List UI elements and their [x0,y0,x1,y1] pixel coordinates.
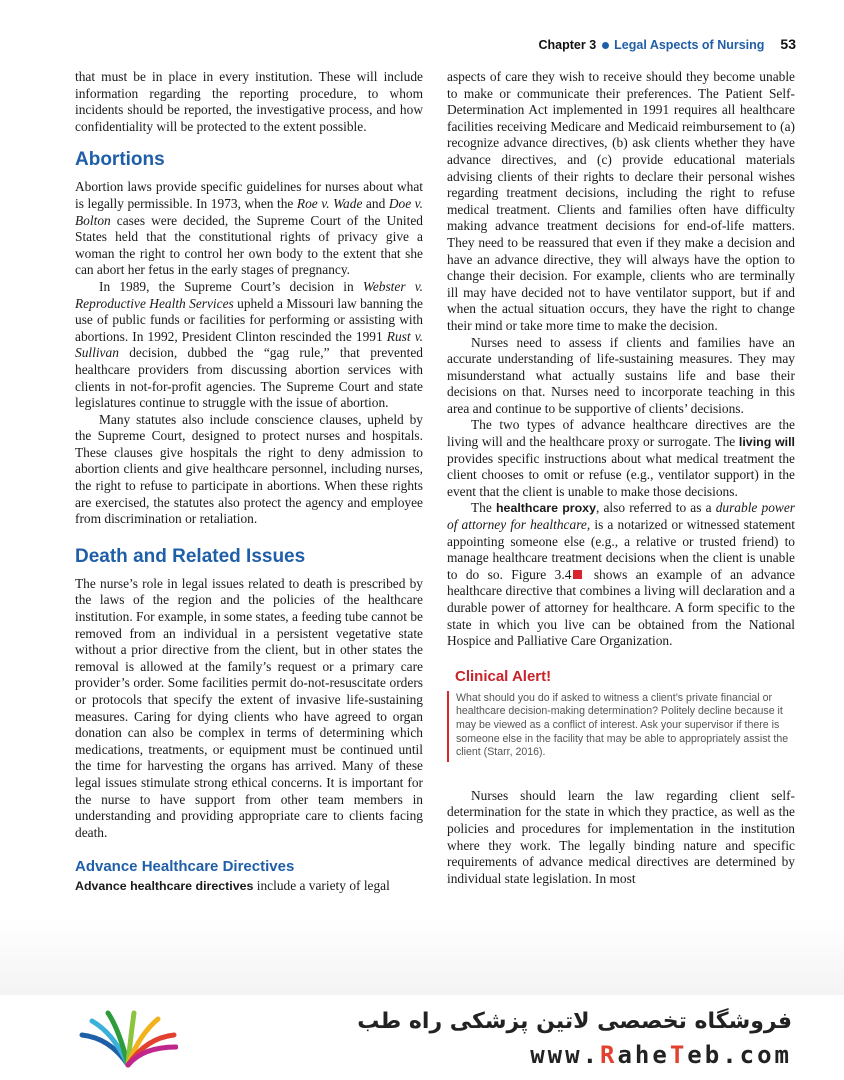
open-book-logo-icon [78,1007,178,1069]
right-column [447,69,795,887]
abortions-paragraph-1: Abortion laws provide specific guidelines for nurses about what is legally permissible. In 1973, when the Roe v. Wade and Doe v. Bolton cases were decided, the Supreme Court of the United States held that the constitutional rights of privacy give a woman the right to control her own body to the extent that she can abort her fetus in the early stages of pregnancy. [75,179,423,278]
figure-marker-icon [573,570,582,579]
death-paragraph-1: The nurse’s role in legal issues related to death is prescribed by the laws of the region and the policies of the healthcare institution. For example, in some states, a feeding tube cannot be removed from an individual in a persistent vegetative state without a prior directive from the client, but in other states the removal is allowed at the family’s request or a primary care provider’s order. Some facilities permit do-not-resuscitate orders or protocols that specify the extent of invasive life-sustaining measures. Caring for dying clients who have agreed to organ donation can also be complex in terms of determining which medications, treatments, or equipment must be continued until the time for harvesting the organs has arrived. Many of these legal issues stimulate strong ethical concerns. It is important for the nurse to have support from other team members in understanding and providing appropriate care to clients facing death. [75,575,423,840]
clinical-alert-box [447,668,795,762]
directives-paragraph-4: The healthcare proxy, also referred to as a durable power of attorney for healthcare, is a notarized or witnessed statement appointing someone else (e.g., a relative or trusted friend) to manage healthcare treatment decisions when the client is unable to do so. Figure 3.4 shows an example of an advance healthcare directive that combines a living will declaration and a durable power of attorney for healthcare. A form specific to the state in which you live can be obtained from the National Hospice and Palliative Care Organization. [447,500,796,649]
page-number: 53 [780,36,796,52]
clinical-alert-title: Clinical Alert! [455,667,552,685]
key-term: living will [738,435,796,450]
site-url: www.RaheTeb.com [530,1041,792,1069]
bottom-fade [0,920,844,995]
abortions-paragraph-3: Many statutes also include conscience clauses, upheld by the Supreme Court, designed to protect nurses and hospitals. These clauses give hospitals the right to deny admission to abortion clients and give healthcare personnel, including nurses, the right to refuse to participate in abortions. When these rights are exercised, the statutes also protect the agency and employee from discrimination or retaliation. [75,411,423,527]
abortions-heading: Abortions [75,149,165,171]
directives-paragraph-2: Nurses need to assess if clients and families have an accurate understanding of life-sustaining measures. They may misunderstand what actually sustains life and base their decisions on that. Nurses need to incorporate teaching in this area and continue to be supportive of clients’ decisions. [447,334,795,416]
chapter-label: Chapter 3 [538,38,597,52]
bullet-dot-icon [602,42,609,49]
watermark-banner [0,995,844,1080]
death-heading: Death and Related Issues [75,545,306,567]
chapter-title: Legal Aspects of Nursing [614,38,765,52]
key-term: healthcare proxy [495,501,596,516]
clinical-alert-text: What should you do if asked to witness a client’s private financial or healthcare decision-making determination? Politely decline because it may be viewed as a conflict of interest. Ask your supervisor if there is someone else in the facility that may be able to appropriately assist the client (Starr, 2016). [447,691,795,762]
key-term: Advance healthcare directives [75,879,254,894]
store-name: فروشگاه تخصصی لاتین پزشکی راه طب [357,1009,792,1034]
abortions-paragraph-2: In 1989, the Supreme Court’s decision in Webster v. Reproductive Health Services upheld a Missouri law banning the use of public funds or facilities for performing or assisting with abortions. In 1992, President Clinton rescinded the 1991 Rust v. Sullivan decision, dubbed the “gag rule,” that prevented healthcare providers from discussing abortion services with clients in not-for-profit agencies. The Supreme Court and state legislatures continue to struggle with the issue of abortion. [75,278,424,411]
directives-paragraph-3: The two types of advance healthcare directives are the living will and the healthcare proxy or surrogate. The living will provides specific instructions about what medical treatment the client chooses to omit or refuse (e.g., ventilator support) in the event that the client is unable to make those decisions. [447,417,796,499]
advance-directives-heading: Advance Healthcare Directives [75,858,295,876]
advance-directives-paragraph: Advance healthcare directives include a variety of legal [75,878,390,894]
directives-paragraph-5: Nurses should learn the law regarding client self-determination for the state in which they practice, as well as the policies and procedures for implementation in the institution where they work. The legally binding nature and specific requirements of advance medical directives are determined by individual state legislation. In most [447,787,795,886]
intro-paragraph: that must be in place in every institution. These will include information regarding the reporting procedure, to whom incidents should be reported, the investigative process, and how confidentiality will be protected to the extent possible. [75,69,423,134]
running-header [539,36,797,52]
left-column [75,69,423,895]
directives-paragraph-1: aspects of care they wish to receive should they become unable to make or communicate their preferences. The Patient Self-Determination Act implemented in 1991 requires all healthcare facilities receiving Medicare and Medicaid reimbursement to (a) recognize advance directives, (b) ask clients whether they have advance directives, and (c) provide educational materials advising clients of their rights to declare their personal wishes regarding treatment decisions, including the right to refuse medical treatment. Clients and families often have difficulty making advance treatment decisions for end-of-life matters. They need to be reassured that even if they make a decision and have an advance directive, they will always have the option to change their decision. For example, clients who are terminally ill may have decided not to have ventilator support, but if and when the actual situation occurs, they have the right to change their mind or take more time to make the decision. [447,69,795,333]
